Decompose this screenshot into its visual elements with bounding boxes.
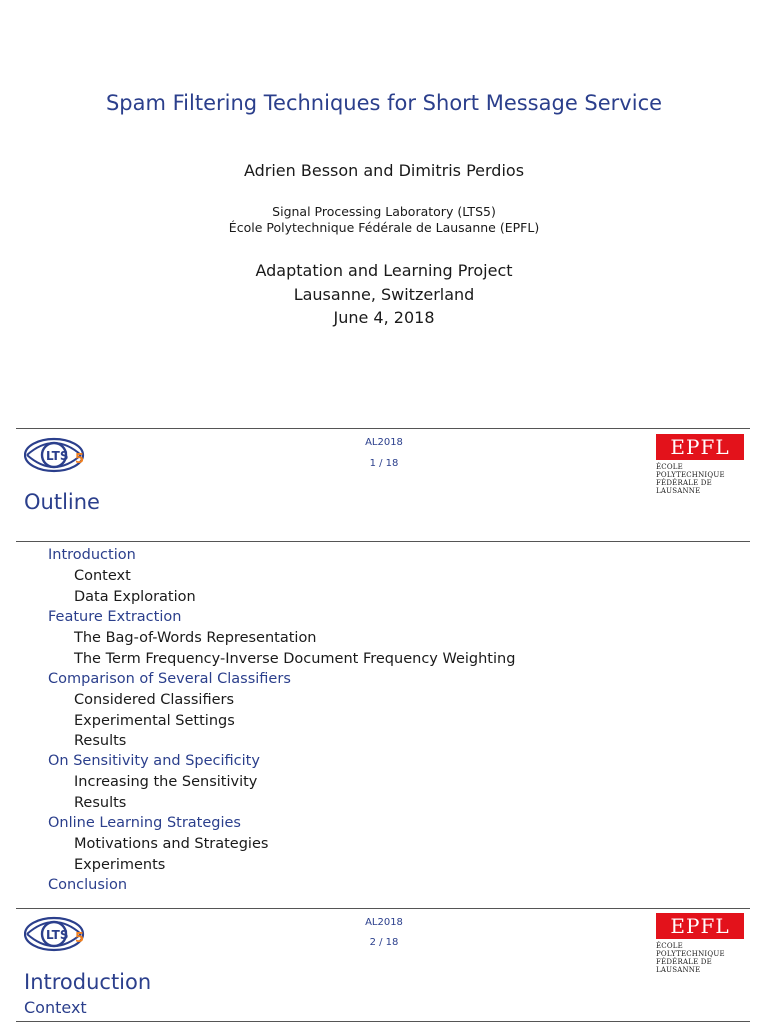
outline-subsection-link[interactable]: Increasing the Sensitivity	[74, 774, 258, 791]
lts-five: 5	[75, 452, 85, 467]
title-underline	[16, 1021, 750, 1022]
epfl-logo	[656, 913, 746, 974]
slide-divider	[16, 428, 750, 429]
outline-subsection-link[interactable]: Experimental Settings	[74, 712, 235, 729]
slide-divider	[16, 908, 750, 909]
lts-text: LTS	[46, 449, 69, 463]
outline-list	[0, 545, 768, 896]
slide-title-introduction: Introduction	[24, 970, 152, 994]
outline-section-link[interactable]: Online Learning Strategies	[48, 815, 241, 832]
date: June 4, 2018	[333, 308, 435, 327]
page-number: 2 / 18	[369, 937, 399, 948]
outline-subsection-link[interactable]: Motivations and Strategies	[74, 836, 269, 853]
epfl-name-line-2: FÉDÉRALE DE LAUSANNE	[656, 479, 712, 495]
lts5-logo-icon	[24, 433, 86, 477]
outline-section	[0, 813, 768, 875]
page-number: 1 / 18	[369, 458, 399, 469]
title-underline	[16, 541, 750, 542]
epfl-name-line-1: ÉCOLE POLYTECHNIQUE	[656, 942, 725, 958]
event-name: Adaptation and Learning Project	[255, 261, 513, 280]
lts5-logo	[24, 433, 86, 477]
course-label: AL2018	[365, 917, 403, 928]
lts5-logo	[24, 912, 86, 956]
epfl-mark	[656, 913, 744, 939]
outline-subsection-link[interactable]: The Term Frequency-Inverse Document Frequency Weighting	[74, 650, 516, 667]
outline-subsection-link[interactable]: Results	[74, 732, 127, 749]
course-label: AL2018	[365, 437, 403, 448]
epfl-name-line-2: FÉDÉRALE DE LAUSANNE	[656, 958, 712, 974]
outline-subsection-link[interactable]: Context	[74, 568, 131, 585]
lts5-logo-icon	[24, 912, 86, 956]
lts-text: LTS	[46, 928, 69, 942]
authors: Adrien Besson and Dimitris Perdios	[243, 161, 525, 180]
outline-section	[0, 669, 768, 751]
outline-section-link[interactable]: Introduction	[48, 547, 136, 563]
location: Lausanne, Switzerland	[293, 285, 475, 304]
outline-section	[0, 751, 768, 813]
outline-section-link[interactable]: On Sensitivity and Specificity	[48, 753, 260, 770]
epfl-mark-text: EPFL	[670, 914, 730, 938]
outline-subsection-link[interactable]: Considered Classifiers	[74, 692, 235, 709]
outline-section-link[interactable]: Comparison of Several Classifiers	[48, 670, 291, 687]
outline-subsection-link[interactable]: Experiments	[74, 856, 166, 873]
outline-subsection-link[interactable]: Results	[74, 794, 127, 811]
outline-section	[0, 607, 768, 669]
outline-section	[0, 875, 768, 896]
slide-subtitle-context: Context	[24, 998, 87, 1017]
epfl-logo	[656, 434, 746, 495]
outline-subsection-link[interactable]: Data Exploration	[74, 588, 196, 605]
epfl-name-line-1: ÉCOLE POLYTECHNIQUE	[656, 463, 725, 479]
epfl-mark	[656, 434, 744, 460]
outline-section-link[interactable]: Conclusion	[48, 877, 128, 894]
lts-five: 5	[75, 931, 85, 946]
epfl-mark-text: EPFL	[670, 435, 730, 459]
outline-subsection-link[interactable]: The Bag-of-Words Representation	[74, 630, 317, 647]
outline-section	[0, 545, 768, 607]
presentation-title: Spam Filtering Techniques for Short Message Service	[105, 91, 663, 115]
institute-line-1: Signal Processing Laboratory (LTS5)	[272, 204, 496, 219]
slide-title-outline: Outline	[24, 490, 100, 514]
outline-section-link[interactable]: Feature Extraction	[48, 608, 182, 625]
institute-line-2: École Polytechnique Fédérale de Lausanne (EPFL)	[228, 220, 540, 235]
